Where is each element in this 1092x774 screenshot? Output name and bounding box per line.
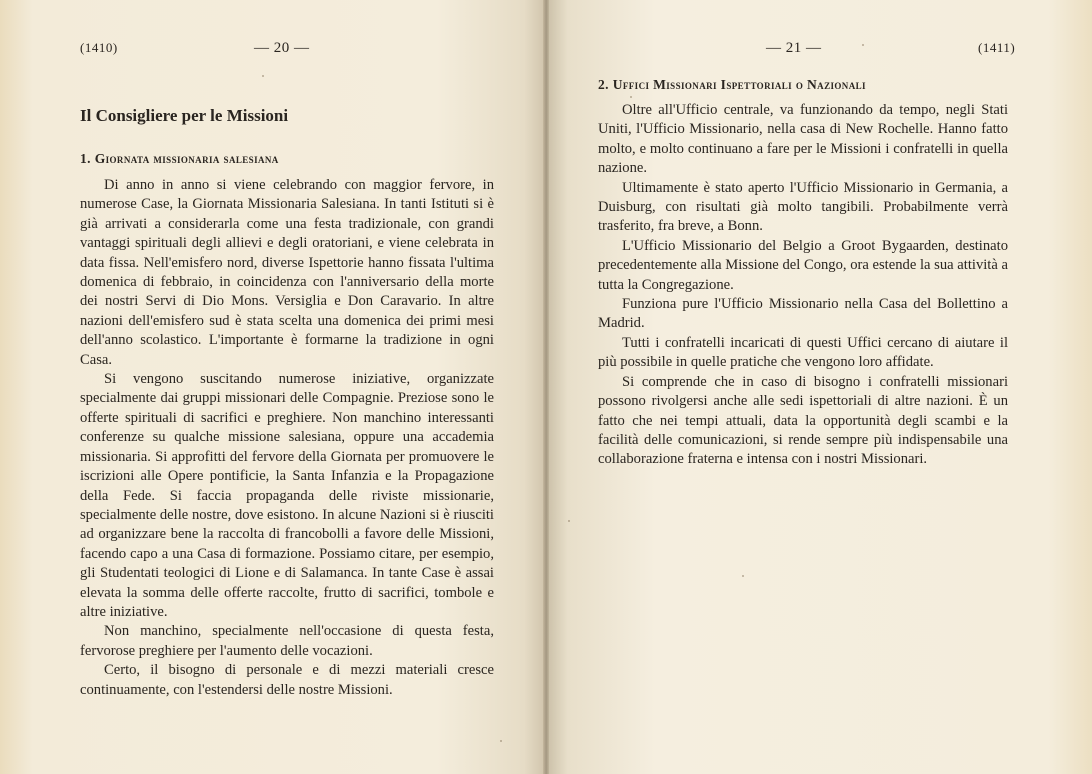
- paragraph: Di anno in anno si viene celebrando con maggior fervore, in numerose Case, la Giornata Missionaria Salesiana. In tanti Istituti si è già arrivati a considerarla come una festa tradizionale, con grandi vantaggi spirituali degli allievi e degli oratoriani, e viene celebrata in data fissa. Nell'emisfero nord, diverse Ispettorie hanno fissata l'ultima domenica di febbraio, in coincidenza con l'anniversario della morte dei nostri Servi di Dio Mons. Versiglia e Don Caravario. In altre nazioni dell'emisfero sud è stata scelta una domenica dei primi mesi dell'anno scolastico. L'importante è formarne la tradizione in ogni Casa.: [80, 177, 494, 368]
- chapter-title: Il Consigliere per le Missioni: [80, 106, 289, 125]
- section-heading-2: [598, 77, 866, 93]
- paragraph: Non manchino, specialmente nell'occasione di questa festa, fervorose preghiere per l'aumento delle vocazioni.: [80, 623, 494, 659]
- paragraph: Si comprende che in caso di bisogno i confratelli missionari possono rivolgersi anche alle sedi ispettoriali di altre nazioni. È un fatto che nei tempi attuali, data la opportunità degli scambi e la facilità delle comunicazioni, si rende sempre più indispensabile una collaborazione fraterna e intensa con i nostri Missionari.: [598, 373, 1008, 468]
- section-title: Giornata missionaria salesiana: [94, 151, 279, 166]
- right-page: [546, 0, 1092, 774]
- section-heading-1: [80, 151, 279, 167]
- paragraph: Certo, il bisogno di personale e di mezzi materiali cresce continuamente, con l'estendersi delle nostre Missioni.: [80, 662, 494, 698]
- paragraph: Oltre all'Ufficio centrale, va funzionando da tempo, negli Stati Uniti, l'Ufficio Missionario, nella casa di New Rochelle. Hanno fatto molto, e molto continuano a fare per le Missioni i confratelli in quella nazione.: [598, 102, 1008, 177]
- paper-speck: [742, 575, 744, 577]
- left-body-text: [80, 176, 494, 700]
- paragraph: Si vengono suscitando numerose iniziative, organizzate specialmente dai gruppi missionari delle Compagnie. Preziose sono le offerte spirituali di sacrifici e preghiere. Non manchino interessanti conferenze su qualche missione salesiana, oppure una accademia missionaria. Si approfitti del fervore della Giornata per promuovere le iscrizioni alle Opere pontificie, la Santa Infanzia e la Propagazione della Fede. Si faccia propaganda delle riviste missionarie, specialmente delle nostre, dove esistono. In alcune Nazioni si è riusciti ad organizzare bene la raccolta di francobolli a favore delle Missioni, facendo capo a una Casa di formazione. Possiamo citare, per esempio, gli Studentati teologici di Lione e di Salamanca. In tante Case è assai elevata la somma delle offerte raccolte, frutto di sacrifici, tombole e altre iniziative.: [80, 371, 494, 620]
- book-gutter: [543, 0, 549, 774]
- paper-speck: [262, 75, 264, 77]
- right-page-number: — 21 —: [766, 40, 822, 56]
- paragraph: L'Ufficio Missionario del Belgio a Groot Bygaarden, destinato precedentemente alla Missione del Congo, ora estende la sua attività a tutta la Congregazione.: [598, 237, 1008, 293]
- paper-speck: [630, 96, 632, 98]
- paragraph: Funziona pure l'Ufficio Missionario nella Casa del Bollettino a Madrid.: [598, 296, 1008, 332]
- left-page-code: (1410): [80, 40, 118, 55]
- section-title: Uffici Missionari Ispettoriali o Nazionali: [612, 77, 866, 92]
- right-page-code: (1411): [978, 40, 1016, 55]
- paragraph: Ultimamente è stato aperto l'Ufficio Missionario in Germania, a Duisburg, con risultati già molto tangibili. Probabilmente verrà trasferito, fra breve, a Bonn.: [598, 179, 1008, 235]
- left-page-number: — 20 —: [254, 40, 310, 56]
- section-number: 1.: [80, 151, 91, 166]
- paragraph: Tutti i confratelli incaricati di questi Uffici cercano di aiutare il più possibile in quelle pratiche che vengono loro affidate.: [598, 334, 1008, 371]
- right-body-text: [598, 101, 1008, 470]
- paper-speck: [500, 740, 502, 742]
- section-number: 2.: [598, 77, 609, 92]
- paper-speck: [568, 520, 570, 522]
- paper-speck: [862, 44, 864, 46]
